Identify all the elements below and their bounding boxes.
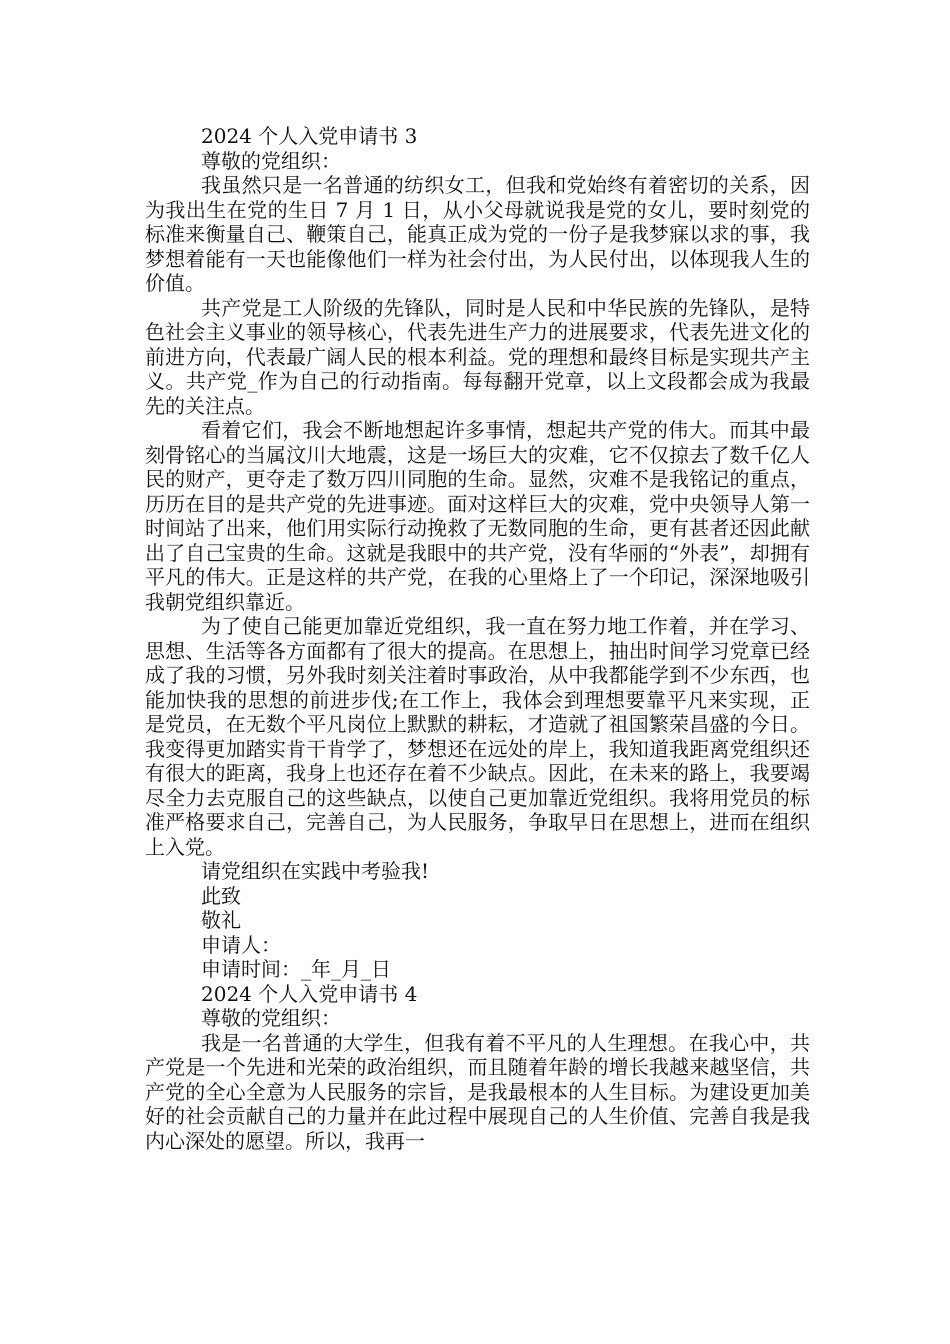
- section-3-salutation: 尊敬的党组织：: [201, 148, 341, 173]
- section-3-paragraph-4: 为了使自己能更加靠近党组织，我一直在努力地工作着，并在学习、思想、生活等各方面都有了很大的提高。在思想上，抽出时间学习党章已经成了我的习惯，另外我时刻关注着时事政治，从中我都能学到不少东西，也能加快我的思想的前进步伐;在工作上，我体会到理想要靠平凡来实现，正是党员，在无数个平凡岗位上默默的耕耘，才造就了祖国繁荣昌盛的今日。我变得更加踏实肯干肯学了，梦想还在远处的岸上，我知道我距离党组织还有很大的距离，我身上也还存在着不少缺点。因此，在未来的路上，我要竭尽全力去克服自己的这些缺点，以使自己更加靠近党组织。我将用党员的标准严格要求自己，完善自己，为人民服务，争取早日在思想上，进而在组织上入党。: [145, 614, 810, 859]
- section-3-paragraph-3: 看着它们，我会不断地想起许多事情，想起共产党的伟大。而其中最刻骨铭心的当属汶川大地震，这是一场巨大的灾难，它不仅掠去了数千亿人民的财产，更夺走了数万四川同胞的生命。显然，灾难不是我铭记的重点，历历在目的是共产党的先进事迹。面对这样巨大的灾难，党中央领导人第一时间站了出来，他们用实际行动挽救了无数同胞的生命，更有甚者还因此献出了自己宝贵的生命。这就是我眼中的共产党，没有华丽的“外表”，却拥有平凡的伟大。正是这样的共产党，在我的心里烙上了一个印记，深深地吸引我朝党组织靠近。: [145, 418, 810, 614]
- section-3-title: 2024 个人入党申请书 3: [201, 124, 418, 148]
- section-3-regards-2: 敬礼: [201, 908, 241, 932]
- section-4-salutation: 尊敬的党组织：: [201, 1006, 341, 1030]
- document-body: [145, 124, 810, 1153]
- section-4-title: 2024 个人入党申请书 4: [201, 981, 418, 1006]
- section-3-closing: 请党组织在实践中考验我!: [201, 859, 430, 883]
- section-3-regards-1: 此致: [201, 883, 241, 908]
- section-3-date: 申请时间：_年_月_日: [201, 957, 391, 981]
- section-3-paragraph-1: 我虽然只是一名普通的纺织女工，但我和党始终有着密切的关系，因为我出生在党的生日 7 月 1 日，从小父母就说我是党的女儿，要时刻党的标准来衡量自己、鞭策自己，能真正成为党的一份子是我梦寐以求的事，我梦想着能有一天也能像他们一样为社会付出，为人民付出，以体现我人生的价值。: [145, 173, 810, 295]
- section-3-applicant: 申请人：: [201, 932, 281, 957]
- section-4-paragraph-1: 我是一名普通的大学生，但我有着不平凡的人生理想。在我心中，共产党是一个先进和光荣的政治组织，而且随着年龄的增长我越来越坚信，共产党的全心全意为人民服务的宗旨，是我最根本的人生目标。为建设更加美好的社会贡献自己的力量并在此过程中展现自己的人生价值、完善自我是我内心深处的愿望。所以，我再一: [145, 1030, 810, 1153]
- section-3-paragraph-2: 共产党是工人阶级的先锋队，同时是人民和中华民族的先锋队，是特色社会主义事业的领导核心，代表先进生产力的进展要求，代表先进文化的前进方向，代表最广阔人民的根本利益。党的理想和最终目标是实现共产主义。共产党_作为自己的行动指南。每每翻开党章，以上文段都会成为我最先的关注点。: [145, 295, 810, 418]
